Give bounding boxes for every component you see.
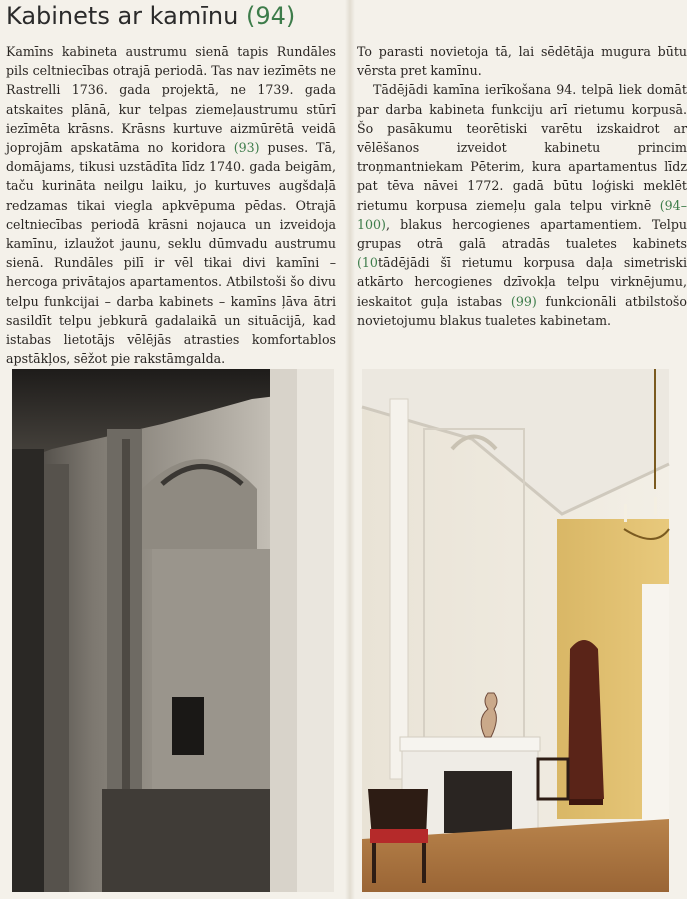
historical-photo-fireplace-wall (12, 369, 334, 892)
paragraph (357, 80, 687, 330)
text-run: To parasti novietoja tā, lai sēdētāja mugura būtu vērsta pret kamīnu. (357, 44, 687, 79)
paragraph (6, 42, 336, 368)
text-run: funkcionāli atbilstošo novietojumu blakus tualetes kabinetam. (357, 293, 687, 328)
paragraph (357, 42, 687, 80)
room-reference: (10 (357, 255, 378, 271)
modern-photo-restored-cabinet (362, 369, 669, 892)
text-run: , blakus hercogienes apartamentiem. Telpu grupas otrā galā atradās tualetes kabinets (357, 216, 687, 252)
left-text-column (6, 42, 336, 368)
text-run: Tādējādi kamīna ierīkošana 94. telpā liek domāt par darba kabineta funkciju arī rietumu korpusā. Šo pasākumu teorētiski varētu izskaidrot ar vēlēšanos izveidot kabinetu princim troņmantniekam Pēterim, kura apartamentus līdz pat tēva nāvei 1772. gadā būtu loģiski meklēt rietumu korpusa ziemeļu gala telpu virknē (357, 82, 687, 213)
title-room-number: (94) (245, 2, 296, 30)
page-gutter (345, 0, 355, 899)
text-run: tādējādi šī rietumu korpusa daļa simetriski atkārto hercogienes dzīvokļa telpu virknējumu, ieskaitot guļa istabas (357, 255, 687, 309)
text-run: Kamīns kabineta austrumu sienā tapis Rundāles pils celtniecības otrajā periodā. Tas nav iezīmēts ne Rastrelli 1736. gada projektā, ne 1739. gada atskaites plānā, kur telpas ziemeļaustrumu stūrī iezīmēta krāsns. Krāsns kurtuve aizmūrētā veidā joprojām apskatāma no koridora (6, 44, 336, 156)
room-reference: (94–100) (357, 197, 687, 232)
right-text-column (357, 42, 687, 330)
text-run: puses. Tā, domājams, tikusi uzstādīta līdz 1740. gada beigām, taču kurināta neilgu laiku, jo kurtuves augšdaļā redzamas tikai viegla apkvēpuma pēdas. Otrajā celtniecības periodā krāsni nojauca un izveidoja kamīnu, izlaužot jaunu, seklu dūmvadu austrumu sienā. Rundāles pilī ir vēl tikai divi kamīni – hercoga privātajos apartamentos. Atbilstoši šo divu telpu funkcijai – darba kabinets – kamīns ļāva ātri sasildīt telpu jebkurā gadalaikā un situācijā, kad istabas lietotājs vēlējās atrasties komfortablos apstākļos, sēžot pie rakstāmgalda. (6, 140, 336, 367)
room-reference: (99) (510, 293, 537, 309)
title-text: Kabinets ar kamīnu (6, 2, 239, 30)
room-reference: (93) (233, 140, 260, 156)
page-title (6, 2, 295, 30)
